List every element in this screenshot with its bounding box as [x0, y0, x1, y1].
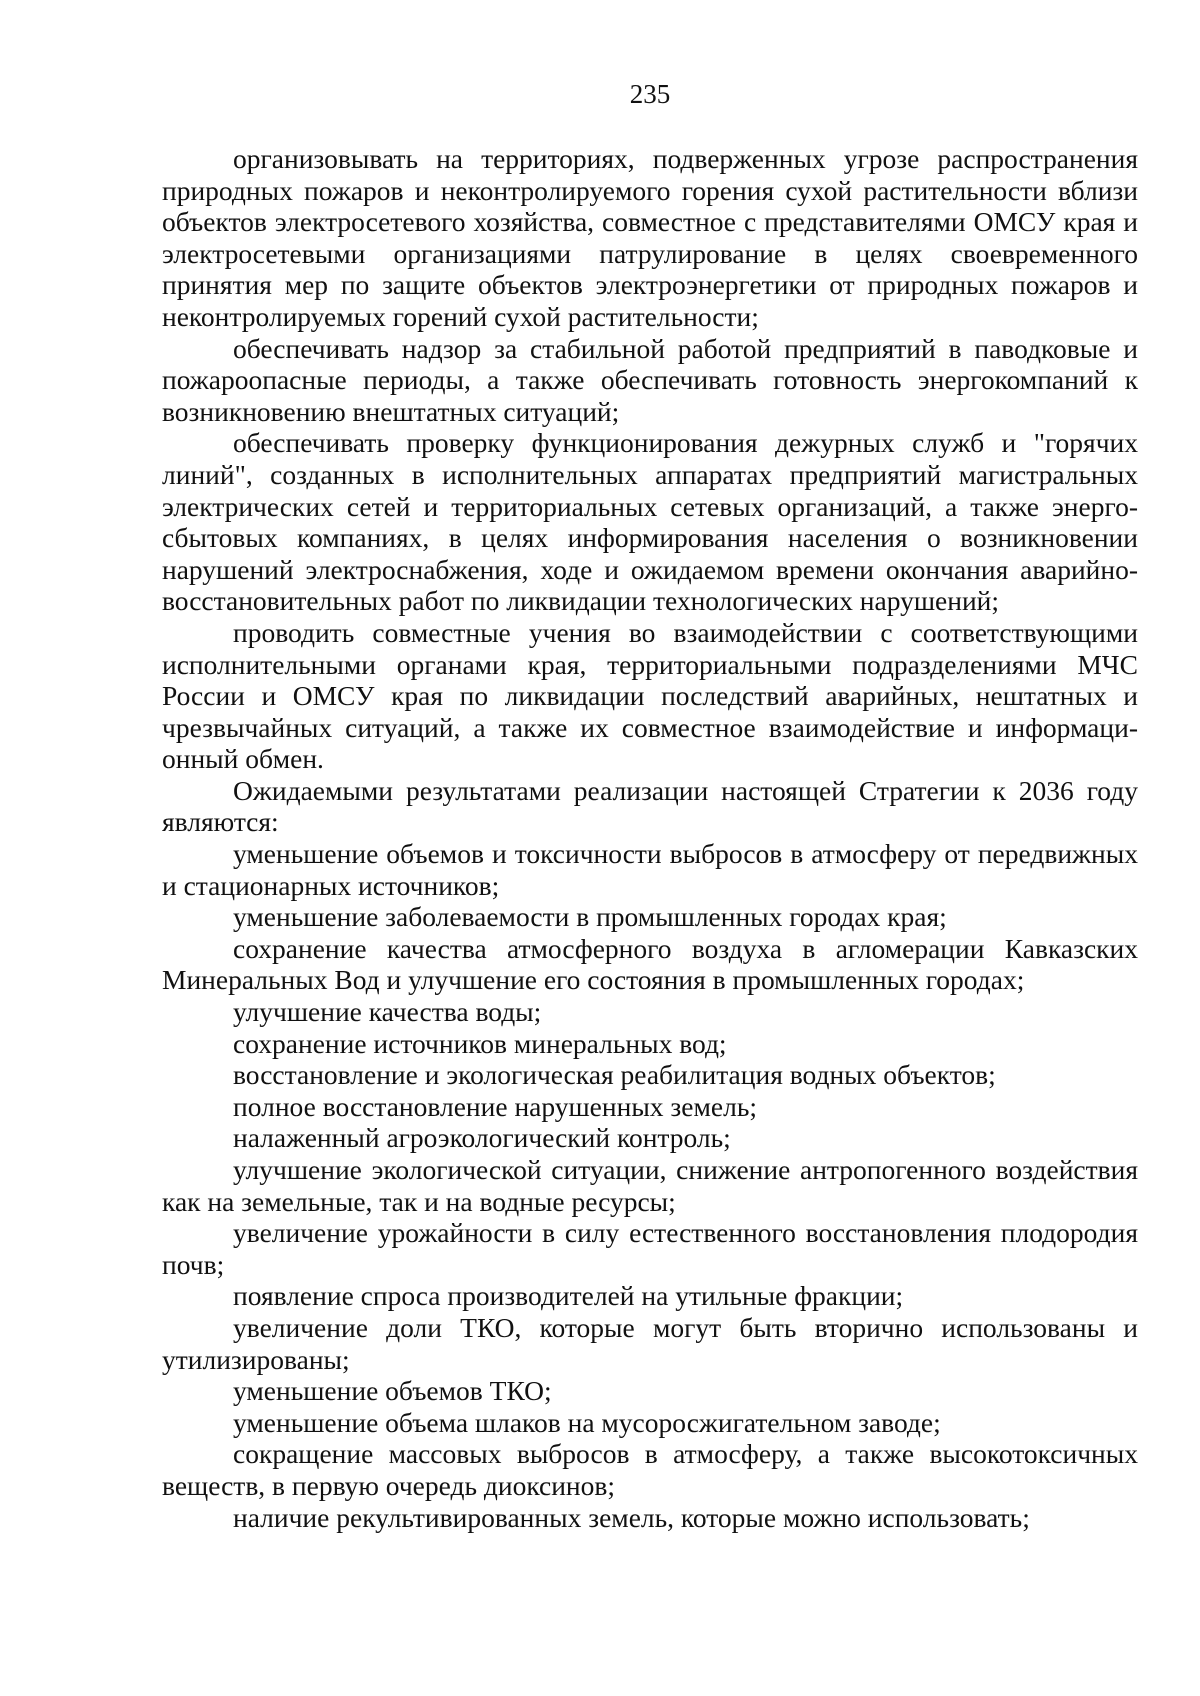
paragraph: организовывать на территориях, подверженных угрозе распространения природных пожаров и неконтролируемого горения сухой растительности вблизи объектов электросетевого хозяйства, совместное с представителями ОМСУ края и электросетевыми организациями патрулирование в целях своевременного принятия мер по защите объектов электроэнергетики от природных пожаров и неконтролируемых горений сухой растительности;: [162, 143, 1138, 332]
paragraph: обеспечивать проверку функционирования дежурных служб и "горячих линий", созданных в исполнительных аппаратах предприятий магистральных электрических сетей и территориальных сетевых организаций, а также энергосбытовых компаниях, в целях информирования населения о возникновении нарушений электроснабжения, ходе и ожидаемом времени окончания аварийно-восстановительных работ по ликвидации технологических нарушений;: [162, 427, 1138, 617]
page-number: 235: [629, 79, 671, 109]
paragraph: обеспечивать надзор за стабильной работой предприятий в паводковые и пожароопасные периоды, а также обеспечивать готовность энергокомпаний к возникновению внештатных ситуаций;: [162, 332, 1138, 427]
paragraph: Ожидаемыми результатами реализации настоящей Стратегии к 2036 году являются:: [162, 774, 1138, 838]
document-body: [162, 143, 1138, 1533]
list-item: налаженный агроэкологический контроль;: [233, 1122, 731, 1154]
list-item: улучшение экологической ситуации, снижение антропогенного воздействия как на земельные, так и на водные ресурсы;: [162, 1154, 1138, 1217]
list-item: уменьшение объема шлаков на мусоросжигательном заводе;: [233, 1406, 941, 1438]
list-item: появление спроса производителей на утильные фракции;: [233, 1280, 904, 1312]
list-item: увеличение доли ТКО, которые могут быть вторично использованы и утилизированы;: [162, 1311, 1138, 1375]
list-item: сохранение качества атмосферного воздуха в агломерации Кавказских Минеральных Вод и улучшение его состояния в промышленных городах;: [162, 932, 1138, 996]
list-item: уменьшение заболеваемости в промышленных городах края;: [233, 901, 947, 933]
list-item: улучшение качества воды;: [233, 996, 542, 1028]
list-item: увеличение урожайности в силу естественного восстановления плодородия почв;: [162, 1217, 1138, 1280]
list-item: полное восстановление нарушенных земель;: [233, 1090, 758, 1122]
paragraph: проводить совместные учения во взаимодействии с соответствующими исполнительными органами края, территориальными подразделениями МЧС России и ОМСУ края по ликвидации последствий аварийных, нештатных и чрезвычайных ситуаций, а также их совместное взаимодействие и информационный обмен.: [162, 616, 1138, 775]
list-item: уменьшение объемов и токсичности выбросов в атмосферу от передвижных и стационарных источников;: [162, 838, 1138, 901]
list-item: сохранение источников минеральных вод;: [233, 1027, 727, 1059]
list-item: восстановление и экологическая реабилитация водных объектов;: [233, 1059, 996, 1091]
list-item: наличие рекультивированных земель, которые можно использовать;: [233, 1501, 1030, 1533]
list-item: уменьшение объемов ТКО;: [233, 1375, 552, 1407]
list-item: сокращение массовых выбросов в атмосферу, а также высокотоксичных веществ, в первую очередь диоксинов;: [162, 1438, 1138, 1501]
